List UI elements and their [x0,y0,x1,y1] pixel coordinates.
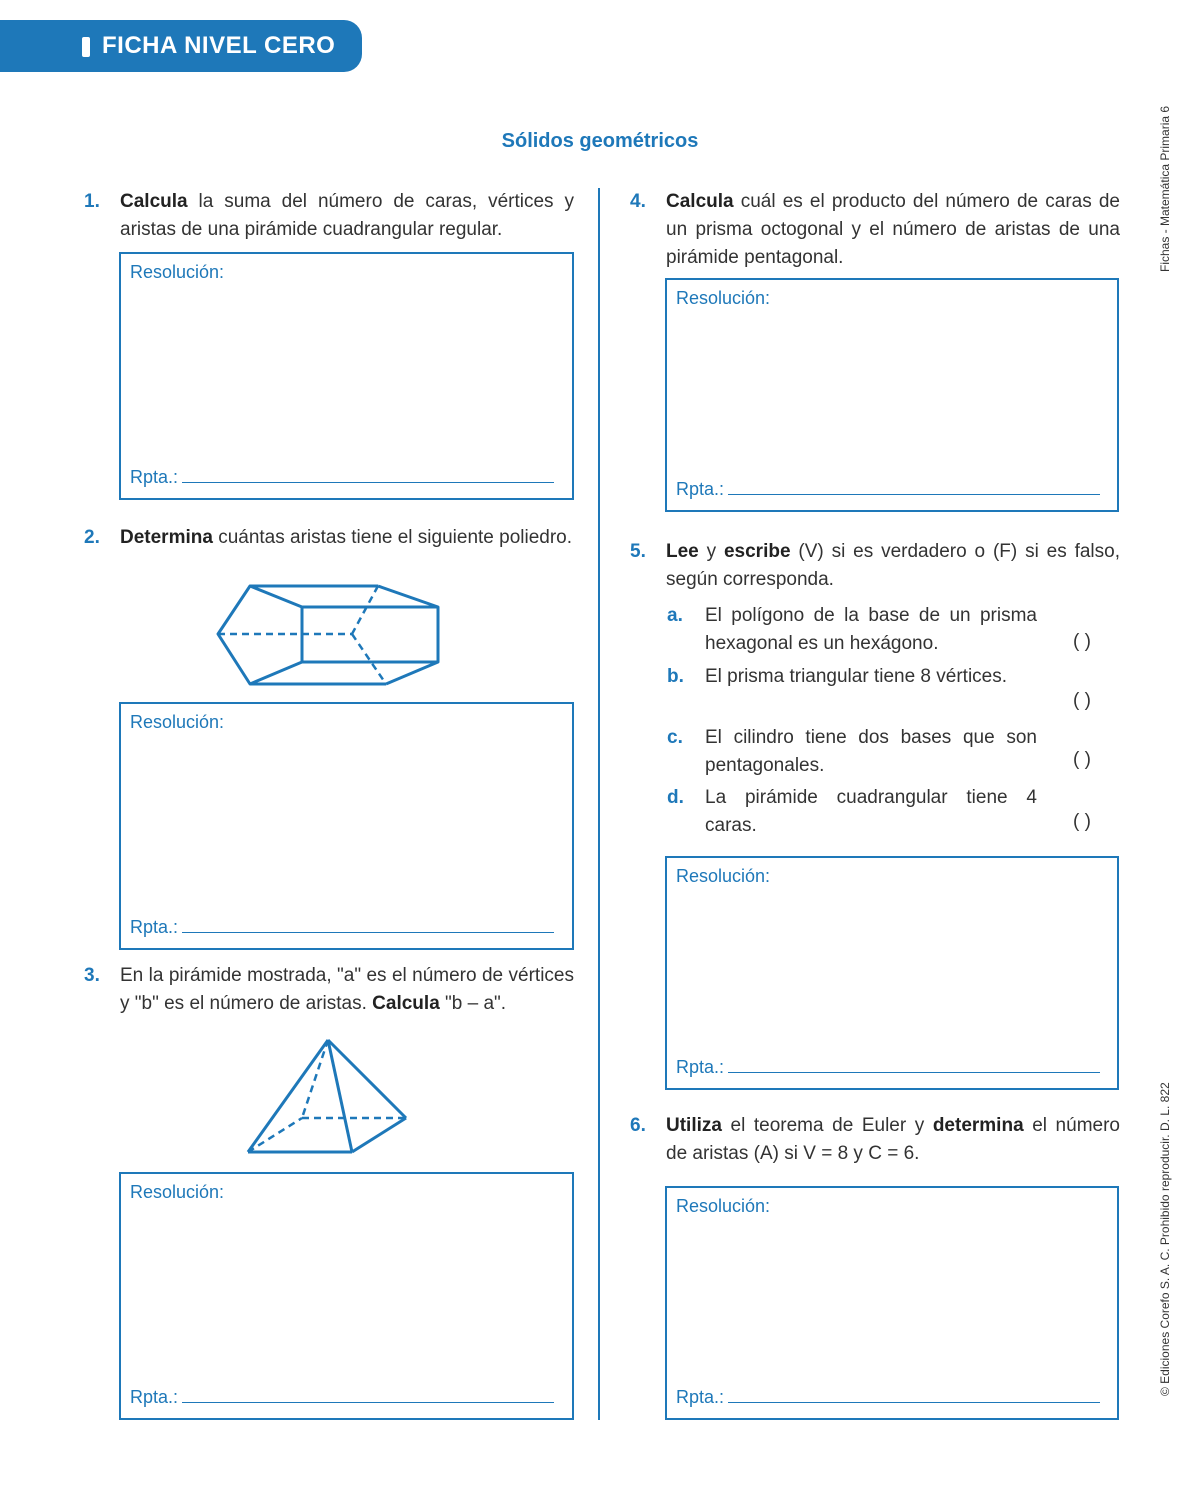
answer-mark-b[interactable]: ( ) [1073,690,1091,711]
statement-letter: d. [667,787,684,808]
answer-mark-d[interactable]: ( ) [1073,811,1091,832]
question-verb: Utiliza [666,1115,722,1136]
answer-label: Rpta.: [130,917,179,937]
question-3 [84,962,574,1018]
resolution-box-4[interactable] [665,278,1119,512]
statement-text: El cilindro tiene dos bases que son pentagonales. [705,727,1037,776]
answer-mark-a[interactable]: ( ) [1073,631,1091,652]
resolution-box-6[interactable] [665,1186,1119,1420]
question-2 [84,524,574,552]
question-number: 2. [84,527,100,548]
resolution-label: Resolución: [676,1196,771,1216]
answer-line[interactable] [676,479,1100,500]
page-title: Sólidos geométricos [501,130,699,152]
resolution-box-2[interactable] [119,702,574,950]
resolution-box-5[interactable] [665,856,1119,1090]
question-verb: Calcula [372,993,440,1014]
statement-text: La pirámide cuadrangular tiene 4 caras. [705,787,1037,836]
answer-line[interactable] [676,1387,1100,1408]
question-number: 5. [630,541,646,562]
question-text: (V) si es verdadero o (F) si es falso, según corresponda. [666,541,1120,590]
question-5 [630,538,1120,594]
question-text: el teorema de Euler y [721,1115,933,1136]
answer-label: Rpta.: [676,1057,725,1077]
question-verb: escribe [723,541,791,562]
header-title: FICHA NIVEL CERO [102,32,336,59]
question-4 [630,188,1120,272]
question-text: En la pirámide mostrada, "a" es el número de vértices y "b" es el número de aristas. [120,965,574,1014]
resolution-label: Resolución: [130,262,225,282]
statement-letter: a. [667,605,683,626]
statement-letter: c. [667,727,683,748]
answer-line[interactable] [130,467,554,488]
question-verb: Lee [666,541,699,562]
question-verb: Calcula [120,191,188,212]
question-verb: Determina [120,527,213,548]
answer-line[interactable] [130,1387,554,1408]
statement-text: El prisma triangular tiene 8 vértices. [705,666,1008,687]
question-text: el número de aristas (A) si V = 8 y C = 6. [666,1115,1120,1164]
column-divider [598,188,600,1420]
question-text: "b – a". [439,993,507,1014]
resolution-box-3[interactable] [119,1172,574,1420]
question-text: cuántas aristas tiene el siguiente poliedro. [212,527,573,548]
question-number: 1. [84,191,100,212]
answer-label: Rpta.: [676,1387,725,1407]
question-verb: Calcula [666,191,734,212]
answer-label: Rpta.: [130,467,179,487]
answer-line[interactable] [676,1057,1100,1078]
statement-letter: b. [667,666,684,687]
resolution-label: Resolución: [676,866,771,886]
question-text: cuál es el producto del número de caras de un prisma octogonal y el número de aristas de una pirámide pentagonal. [666,191,1120,268]
question-verb: determina [932,1115,1024,1136]
header-mark [82,37,90,57]
question-6 [630,1112,1120,1168]
question-1 [84,188,574,244]
answer-line[interactable] [130,917,554,938]
answer-label: Rpta.: [130,1387,179,1407]
resolution-label: Resolución: [676,288,771,308]
question-text: la suma del número de caras, vértices y aristas de una pirámide cuadrangular regular. [120,191,574,240]
side-text-top: Fichas - Matemática Primaria 6 [1158,105,1172,272]
question-number: 4. [630,191,646,212]
question-text: y [698,541,724,562]
pentagonal-prism-figure [210,582,446,688]
statement-text: El polígono de la base de un prisma hexagonal es un hexágono. [705,605,1037,654]
question-number: 3. [84,965,100,986]
question-number: 6. [630,1115,646,1136]
resolution-box-1[interactable] [119,252,574,500]
square-pyramid-figure [244,1036,410,1156]
resolution-label: Resolución: [130,712,225,732]
answer-mark-c[interactable]: ( ) [1073,749,1091,770]
answer-label: Rpta.: [676,479,725,499]
resolution-label: Resolución: [130,1182,225,1202]
side-text-bottom: © Ediciones Corefo S. A. C. Prohibido reproducir. D. L. 822 [1158,1082,1172,1396]
